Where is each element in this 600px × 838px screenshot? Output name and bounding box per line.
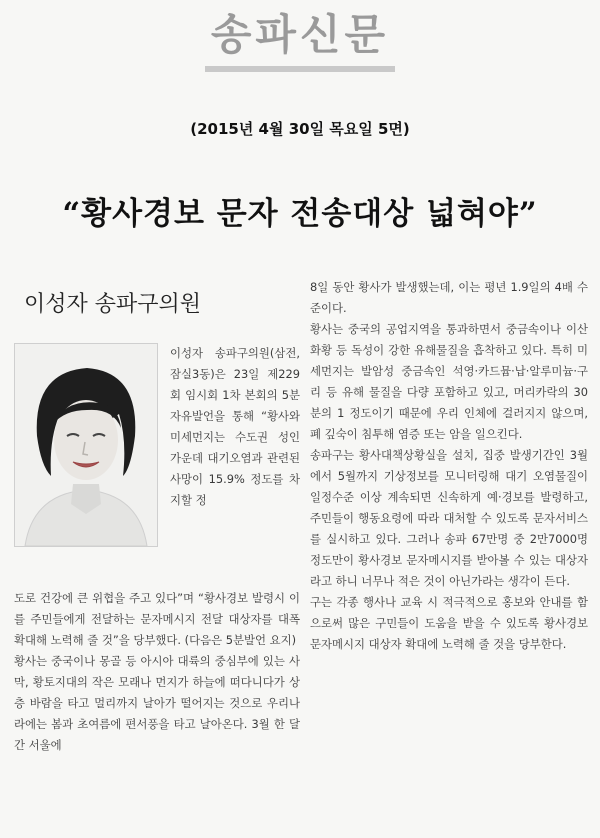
article-paragraph: 도로 건강에 큰 위협을 주고 있다”며 “황사경보 발령시 이를 주민들에게 전달하는 문자메시지 전달 대상자를 대폭 확대해 노력해 줄 것”을 당부했다. (다음은 5분발언 요지) [14,591,300,647]
article-paragraph: 이성자 송파구의원(삼전, 잠실3동)은 23일 제229회 임시회 1차 본회의 5분자유발언을 통해 “황사와 미세먼지는 수도권 성인 가운데 대기오염과 관련된 사망이 15.9% 정도를 차지할 정 [170,346,300,507]
newspaper-masthead [0,4,600,72]
article-paragraph: 구는 각종 행사나 교육 시 적극적으로 홍보와 안내를 함으로써 많은 구민들이 도움을 받을 수 있도록 황사경보 문자메시지 대상자 확대에 노력해 줄 것을 당부한다. [310,595,588,651]
article-paragraph: 황사는 중국의 공업지역을 통과하면서 중금속이나 이산화황 등 독성이 강한 유해물질을 흡착하고 있다. 특히 미세먼지는 발암성 중금속인 석영·카드뮴·납·알루미늄·구리 등 유해 물질을 다량 포함하고 있고, 머리카락의 30분의 1 정도이기 때문에 우리 인체에 걸러지지 않으며, 폐 깊숙이 침투해 염증 또는 암을 일으킨다. [310,322,588,441]
article-byline: 이성자 송파구의원 [24,292,202,317]
article-column-2 [310,277,588,655]
article-paragraph: 황사는 중국이나 몽골 등 아시아 대륙의 중심부에 있는 사막, 황토지대의 작은 모래나 먼지가 하늘에 떠다니다가 상층 바람을 타고 멀리까지 날아가 떨어지는 것으로 우리나라에는 봄과 초여름에 편서풍을 타고 날아온다. 3월 한 달간 서울에 [14,654,300,752]
article-headline: “황사경보 문자 전송대상 넓혀야” [62,196,538,232]
masthead-rule [205,66,395,72]
article-column-1-top [170,343,300,511]
article-paragraph: 8일 동안 황사가 발생했는데, 이는 평년 1.9일의 4배 수준이다. [310,280,588,315]
publication-dateline: (2015년 4월 30일 목요일 5면) [190,120,410,138]
article-paragraph: 송파구는 황사대책상황실을 설치, 집중 발생기간인 3월에서 5월까지 기상정보를 모니터링해 대기 오염물질이 일정수준 이상 계속되면 신속하게 예·경보를 발령하고, 주민들이 행동요령에 따라 대처할 수 있도록 문자서비스를 실시하고 있다. 그러나 송파 67만명 중 2만7000명 정도만이 황사경보 문자메시지를 받아볼 수 있는 대상자라고 하니 너무나 적은 것이 아닌가라는 생각이 든다. [310,448,588,588]
portrait-photo [14,343,158,547]
newspaper-name: 송파신문 [210,10,390,59]
portrait-illustration [15,344,157,546]
article-column-1-bottom [14,588,300,756]
